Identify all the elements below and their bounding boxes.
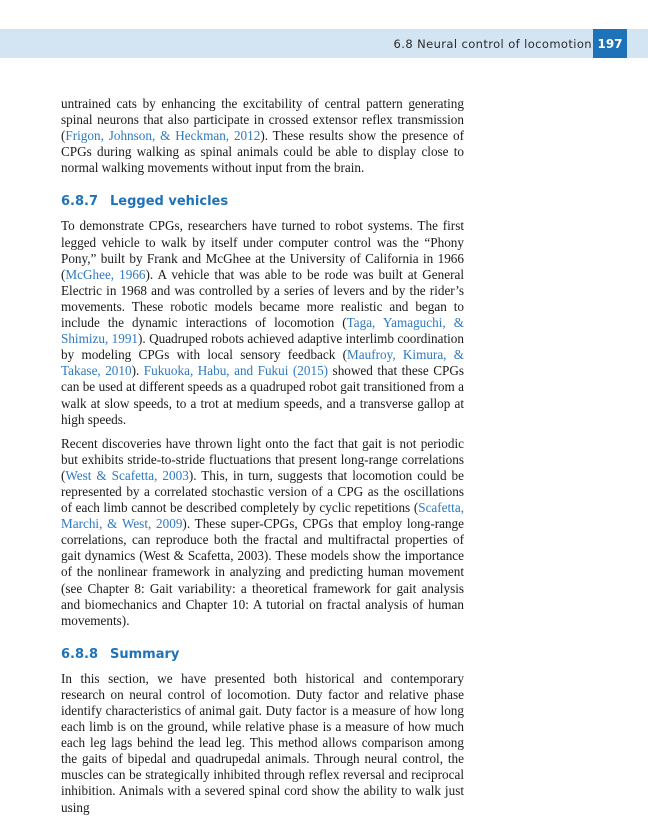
summary-paragraph: In this section, we have presented both historical and contemporary research on neural control of locomotion. Duty factor and relative phase identify characteristics of animal gait. Duty factor is a measure of how long each limb is on the ground, while relative phase is a measure of how much each leg lags behind the lead leg. This method allows comparison among the gaits of bipedal and quadrupedal animals. Through neural control, the muscles can be strategically inhibited through reflex reversal and reciprocal inhibition. Animals with a severed spinal cord show the ability to walk just using	[61, 670, 464, 815]
page-number: 197	[593, 29, 627, 58]
citation-link[interactable]: Taga, Yamaguchi, & Shimizu, 1991	[61, 315, 464, 347]
section-title: Legged vehicles	[110, 194, 229, 210]
section-heading-summary	[61, 647, 464, 663]
citation-link[interactable]: Fukuoka, Habu, and Fukui (2015)	[143, 363, 329, 379]
section-title: Summary	[110, 646, 180, 662]
citation-link[interactable]: West & Scafetta, 2003	[65, 467, 189, 483]
section-number: 6.8.7	[61, 194, 99, 210]
intro-paragraph: untrained cats by enhancing the excitability of central pattern generating spinal neurons that also participate in crossed extensor reflex transmission (Frigon, Johnson, & Heckman, 2012). These results show the presence of CPGs during walking as spinal animals could be able to display close to normal walking movements without input from the brain.	[61, 96, 464, 176]
citation-link[interactable]: Frigon, Johnson, & Heckman, 2012	[65, 128, 261, 144]
section-heading-legged-vehicles	[61, 194, 464, 210]
running-title: 6.8 Neural control of locomotion	[393, 37, 592, 51]
section-number: 6.8.8	[61, 646, 99, 662]
legged-paragraph-2: Recent discoveries have thrown light onto the fact that gait is not periodic but exhibits stride-to-stride fluctuations that present long-range correlations (West & Scafetta, 2003). This, in turn, suggests that locomotion could be represented by a correlated stochastic version of a CPG as the oscillations of each limb cannot be described completely by cyclic repetitions (Scafetta, Marchi, & West, 2009). These super-CPGs, CPGs that employ long-range correlations, can reproduce both the fractal and multifractal properties of gait dynamics (West & Scafetta, 2003). These models show the importance of the nonlinear framework in analyzing and predicting human movement (see Chapter 8: Gait variability: a theoretical framework for gait analysis and biomechanics and Chapter 10: A tutorial on fractal analysis of human movements).	[61, 435, 464, 628]
legged-paragraph-1: To demonstrate CPGs, researchers have turned to robot systems. The first legged vehicle to walk by itself under computer control was the “Phony Pony,” built by Frank and McGhee at the University of California in 1966 (McGhee, 1966). A vehicle that was able to be rode was built at General Electric in 1968 and was controlled by a series of levers and by the rider’s movements. These robotic models became more realistic and began to include the dynamic interactions of locomotion (Taga, Yamaguchi, & Shimizu, 1991). Quadruped robots achieved adaptive interlimb coordination by modeling CPGs with local sensory feedback (Maufroy, Kimura, & Takase, 2010). Fukuoka, Habu, and Fukui (2015) showed that these CPGs can be used at different speeds as a quadruped robot gait transitioned from a walk at slow speeds, to a trot at medium speeds, and a transverse gallop at high speeds.	[61, 218, 465, 427]
citation-link[interactable]: Maufroy, Kimura, & Takase, 2010	[61, 347, 464, 379]
citation-link[interactable]: Scafetta, Marchi, & West, 2009	[61, 500, 464, 532]
page-body	[61, 96, 464, 816]
citation-link[interactable]: McGhee, 1966	[65, 266, 146, 282]
running-header	[0, 29, 648, 58]
